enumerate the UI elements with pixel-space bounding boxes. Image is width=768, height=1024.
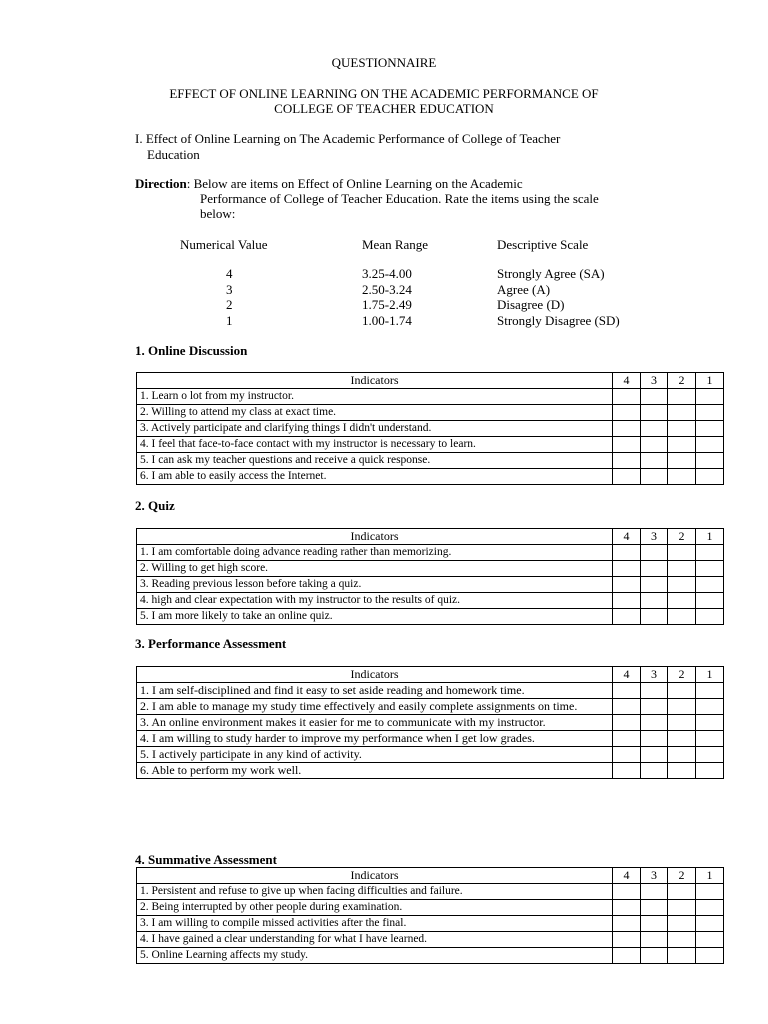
rating-3-cell[interactable]: [641, 715, 668, 731]
rating-3-cell[interactable]: [641, 561, 668, 577]
table-row: [137, 699, 724, 715]
rating-2-header: 2: [668, 373, 696, 389]
rating-4-cell[interactable]: [613, 884, 641, 900]
table-row: [137, 932, 724, 948]
table-row: [137, 453, 724, 469]
table-row: [137, 389, 724, 405]
section-i-heading: [135, 131, 655, 163]
rating-3-cell[interactable]: [641, 545, 668, 561]
rating-1-cell[interactable]: [696, 609, 724, 625]
scale-header-numerical: Numerical Value: [180, 237, 268, 252]
rating-2-cell[interactable]: [668, 731, 696, 747]
indicator-text: 3. I am willing to compile missed activities after the final.: [137, 916, 613, 932]
section-heading-quiz: 2. Quiz: [135, 498, 175, 513]
scale-value: 4: [226, 266, 233, 281]
rating-2-cell[interactable]: [668, 683, 696, 699]
rating-1-cell[interactable]: [696, 932, 724, 948]
rating-1-cell[interactable]: [696, 561, 724, 577]
rating-2-cell[interactable]: [668, 545, 696, 561]
direction-line-3: below:: [200, 206, 236, 221]
scale-desc: Strongly Agree (SA): [497, 266, 605, 281]
rating-3-cell[interactable]: [641, 389, 668, 405]
indicator-text: 4. high and clear expectation with my instructor to the results of quiz.: [137, 593, 613, 609]
scale-header-descriptive: Descriptive Scale: [497, 237, 589, 252]
rating-4-cell[interactable]: [613, 763, 641, 779]
rating-4-cell[interactable]: [613, 593, 641, 609]
rating-4-cell[interactable]: [613, 715, 641, 731]
rating-4-cell[interactable]: [613, 900, 641, 916]
table-row: [137, 545, 724, 561]
rating-4-cell[interactable]: [613, 405, 641, 421]
indicator-text: 6. I am able to easily access the Internet.: [137, 469, 613, 485]
rating-2-header: 2: [668, 868, 696, 884]
rating-3-cell[interactable]: [641, 437, 668, 453]
rating-3-header: 3: [641, 529, 668, 545]
rating-3-cell[interactable]: [641, 577, 668, 593]
rating-2-cell[interactable]: [668, 577, 696, 593]
table-row: [137, 884, 724, 900]
indicators-header: Indicators: [137, 529, 613, 545]
rating-4-cell[interactable]: [613, 747, 641, 763]
rating-3-cell[interactable]: [641, 593, 668, 609]
direction-line-2: Performance of College of Teacher Education. Rate the items using the scale: [200, 191, 599, 206]
rating-3-cell[interactable]: [641, 699, 668, 715]
summative-assessment-table: [136, 867, 724, 964]
rating-1-header: 1: [696, 667, 724, 683]
scale-value: 1: [226, 313, 233, 328]
indicator-text: 1. I am comfortable doing advance reading rather than memorizing.: [137, 545, 613, 561]
rating-4-cell[interactable]: [613, 545, 641, 561]
rating-3-header: 3: [641, 373, 668, 389]
indicator-text: 4. I feel that face-to-face contact with my instructor is necessary to learn.: [137, 437, 613, 453]
rating-1-cell[interactable]: [696, 405, 724, 421]
indicator-text: 2. I am able to manage my study time effectively and easily complete assignments on time.: [137, 699, 613, 715]
rating-2-cell[interactable]: [668, 421, 696, 437]
rating-1-cell[interactable]: [696, 577, 724, 593]
rating-4-header: 4: [613, 868, 641, 884]
rating-2-cell[interactable]: [668, 715, 696, 731]
rating-1-header: 1: [696, 529, 724, 545]
subtitle-line-1: EFFECT OF ONLINE LEARNING ON THE ACADEMIC PERFORMANCE OF: [169, 86, 599, 101]
quiz-table: [136, 528, 724, 625]
table-row: [137, 593, 724, 609]
rating-2-cell[interactable]: [668, 437, 696, 453]
rating-2-cell[interactable]: [668, 884, 696, 900]
rating-2-cell[interactable]: [668, 405, 696, 421]
indicator-text: 4. I am willing to study harder to improve my performance when I get low grades.: [137, 731, 613, 747]
rating-3-cell[interactable]: [641, 884, 668, 900]
rating-3-cell[interactable]: [641, 916, 668, 932]
scale-desc: Disagree (D): [497, 297, 565, 312]
table-header-row: [137, 529, 724, 545]
direction-label: Direction: [135, 176, 187, 191]
subtitle-line-2: COLLEGE OF TEACHER EDUCATION: [274, 101, 494, 116]
indicator-text: 5. I can ask my teacher questions and receive a quick response.: [137, 453, 613, 469]
section-i-line-1: I. Effect of Online Learning on The Academic Performance of College of Teacher: [135, 131, 561, 146]
rating-4-cell[interactable]: [613, 683, 641, 699]
rating-4-cell[interactable]: [613, 561, 641, 577]
indicator-text: 6. Able to perform my work well.: [137, 763, 613, 779]
rating-1-cell[interactable]: [696, 437, 724, 453]
indicator-text: 1. Persistent and refuse to give up when facing difficulties and failure.: [137, 884, 613, 900]
rating-4-header: 4: [613, 667, 641, 683]
rating-1-cell[interactable]: [696, 683, 724, 699]
section-i-line-2: Education: [147, 147, 200, 162]
rating-4-cell[interactable]: [613, 389, 641, 405]
rating-3-header: 3: [641, 868, 668, 884]
rating-1-header: 1: [696, 868, 724, 884]
table-row: [137, 900, 724, 916]
indicators-header: Indicators: [137, 868, 613, 884]
rating-4-cell[interactable]: [613, 699, 641, 715]
rating-2-cell[interactable]: [668, 948, 696, 964]
section-heading-performance-assessment: 3. Performance Assessment: [135, 636, 287, 651]
direction-line-1: : Below are items on Effect of Online Learning on the Academic: [186, 176, 523, 191]
scale-value: 3: [226, 282, 233, 297]
rating-3-cell[interactable]: [641, 763, 668, 779]
rating-1-cell[interactable]: [696, 916, 724, 932]
rating-3-cell[interactable]: [641, 900, 668, 916]
table-header-row: [137, 373, 724, 389]
table-header-row: [137, 667, 724, 683]
indicator-text: 4. I have gained a clear understanding for what I have learned.: [137, 932, 613, 948]
indicator-text: 3. An online environment makes it easier for me to communicate with my instructor.: [137, 715, 613, 731]
rating-4-cell[interactable]: [613, 577, 641, 593]
table-row: [137, 916, 724, 932]
indicators-header: Indicators: [137, 373, 613, 389]
indicator-text: 5. I actively participate in any kind of activity.: [137, 747, 613, 763]
rating-2-cell[interactable]: [668, 389, 696, 405]
rating-3-header: 3: [641, 667, 668, 683]
rating-1-cell[interactable]: [696, 884, 724, 900]
rating-2-cell[interactable]: [668, 469, 696, 485]
indicator-text: 1. I am self-disciplined and find it easy to set aside reading and homework time.: [137, 683, 613, 699]
rating-1-cell[interactable]: [696, 545, 724, 561]
rating-2-cell[interactable]: [668, 699, 696, 715]
scale-range: 3.25-4.00: [362, 266, 412, 281]
scale-range: 2.50-3.24: [362, 282, 412, 297]
indicator-text: 5. Online Learning affects my study.: [137, 948, 613, 964]
direction-text: [135, 176, 695, 221]
section-heading-summative-assessment: 4. Summative Assessment: [135, 852, 277, 867]
rating-4-cell[interactable]: [613, 469, 641, 485]
rating-1-cell[interactable]: [696, 699, 724, 715]
document-title: QUESTIONNAIRE: [331, 55, 437, 70]
rating-1-cell[interactable]: [696, 763, 724, 779]
rating-2-cell[interactable]: [668, 916, 696, 932]
indicator-text: 1. Learn o lot from my instructor.: [137, 389, 613, 405]
rating-1-cell[interactable]: [696, 421, 724, 437]
rating-2-header: 2: [668, 529, 696, 545]
rating-3-cell[interactable]: [641, 932, 668, 948]
indicators-header: Indicators: [137, 667, 613, 683]
rating-2-cell[interactable]: [668, 763, 696, 779]
table-row: [137, 561, 724, 577]
rating-1-cell[interactable]: [696, 389, 724, 405]
table-row: [137, 948, 724, 964]
scale-desc: Agree (A): [497, 282, 551, 297]
rating-1-cell[interactable]: [696, 593, 724, 609]
table-row: [137, 437, 724, 453]
rating-2-cell[interactable]: [668, 561, 696, 577]
table-row: [137, 731, 724, 747]
rating-1-cell[interactable]: [696, 731, 724, 747]
rating-2-cell[interactable]: [668, 609, 696, 625]
rating-1-cell[interactable]: [696, 900, 724, 916]
rating-3-cell[interactable]: [641, 405, 668, 421]
rating-2-header: 2: [668, 667, 696, 683]
table-row: [137, 577, 724, 593]
indicator-text: 5. I am more likely to take an online quiz.: [137, 609, 613, 625]
rating-4-cell[interactable]: [613, 421, 641, 437]
rating-1-header: 1: [696, 373, 724, 389]
rating-4-cell[interactable]: [613, 609, 641, 625]
rating-1-cell[interactable]: [696, 948, 724, 964]
indicator-text: 3. Reading previous lesson before taking a quiz.: [137, 577, 613, 593]
online-discussion-table: [136, 372, 724, 485]
performance-assessment-table: [136, 666, 724, 779]
rating-4-cell[interactable]: [613, 948, 641, 964]
rating-2-cell[interactable]: [668, 932, 696, 948]
rating-4-cell[interactable]: [613, 916, 641, 932]
scale-range: 1.75-2.49: [362, 297, 412, 312]
rating-4-cell[interactable]: [613, 932, 641, 948]
indicator-text: 2. Willing to get high score.: [137, 561, 613, 577]
rating-3-cell[interactable]: [641, 948, 668, 964]
rating-3-cell[interactable]: [641, 747, 668, 763]
indicator-text: 3. Actively participate and clarifying things I didn't understand.: [137, 421, 613, 437]
rating-4-cell[interactable]: [613, 437, 641, 453]
table-row: [137, 609, 724, 625]
rating-1-cell[interactable]: [696, 469, 724, 485]
scale-header-range: Mean Range: [362, 237, 429, 252]
table-row: [137, 469, 724, 485]
rating-3-cell[interactable]: [641, 469, 668, 485]
table-row: [137, 683, 724, 699]
rating-2-cell[interactable]: [668, 453, 696, 469]
indicator-text: 2. Willing to attend my class at exact time.: [137, 405, 613, 421]
rating-1-cell[interactable]: [696, 453, 724, 469]
rating-4-cell[interactable]: [613, 731, 641, 747]
table-header-row: [137, 868, 724, 884]
table-row: [137, 763, 724, 779]
table-row: [137, 405, 724, 421]
scale-desc: Strongly Disagree (SD): [497, 313, 620, 328]
rating-2-cell[interactable]: [668, 747, 696, 763]
table-row: [137, 747, 724, 763]
scale-range: 1.00-1.74: [362, 313, 412, 328]
rating-3-cell[interactable]: [641, 609, 668, 625]
indicator-text: 2. Being interrupted by other people during examination.: [137, 900, 613, 916]
document-subtitle: [0, 86, 768, 116]
rating-3-cell[interactable]: [641, 731, 668, 747]
table-row: [137, 421, 724, 437]
table-row: [137, 715, 724, 731]
scale-value: 2: [226, 297, 233, 312]
rating-1-cell[interactable]: [696, 747, 724, 763]
rating-3-cell[interactable]: [641, 453, 668, 469]
rating-2-cell[interactable]: [668, 900, 696, 916]
rating-2-cell[interactable]: [668, 593, 696, 609]
rating-4-cell[interactable]: [613, 453, 641, 469]
rating-3-cell[interactable]: [641, 683, 668, 699]
rating-3-cell[interactable]: [641, 421, 668, 437]
rating-4-header: 4: [613, 373, 641, 389]
rating-1-cell[interactable]: [696, 715, 724, 731]
section-heading-online-discussion: 1. Online Discussion: [135, 343, 248, 358]
rating-4-header: 4: [613, 529, 641, 545]
